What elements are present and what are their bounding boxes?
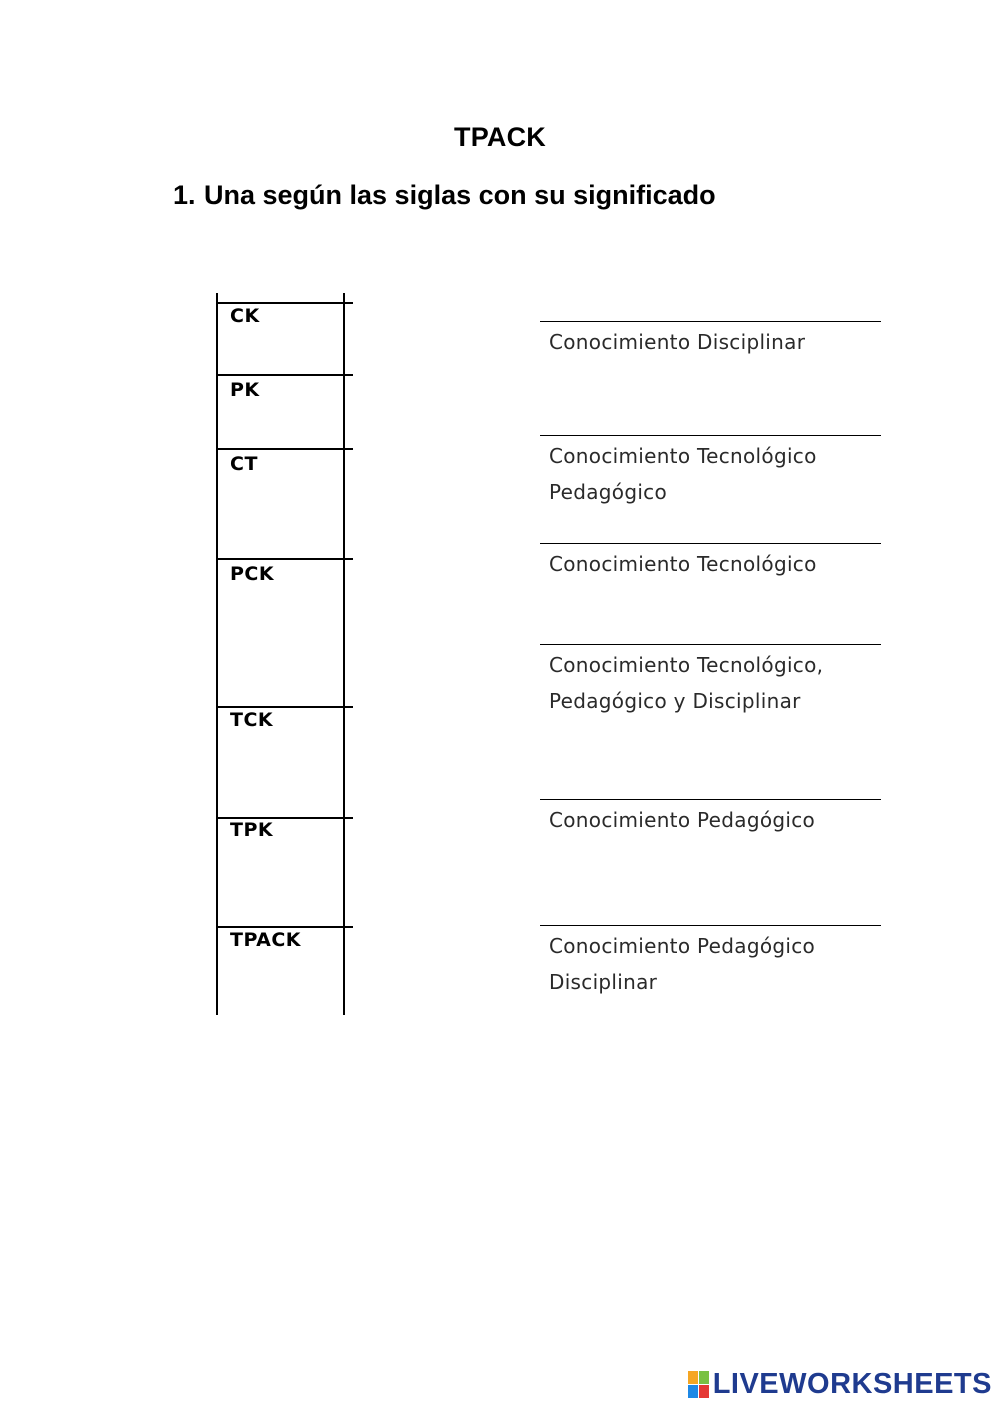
meaning-item[interactable]: [540, 644, 881, 719]
meaning-line: Pedagógico y Disciplinar: [549, 689, 801, 713]
meaning-text: [540, 436, 881, 510]
row-divider: [216, 706, 353, 708]
acronym-ct[interactable]: CT: [230, 453, 258, 475]
meaning-item[interactable]: [540, 321, 881, 360]
meaning-line: Conocimiento Tecnológico: [549, 552, 817, 576]
row-divider: [216, 374, 353, 376]
acronym-column: [216, 293, 353, 1015]
meaning-item[interactable]: [540, 799, 881, 838]
brand-wordmark: LIVEWORKSHEETS: [712, 1368, 992, 1400]
meaning-text: [540, 322, 881, 360]
acronym-tpk[interactable]: TPK: [230, 819, 274, 841]
acronym-column-left-border: [216, 293, 218, 1015]
acronym-ck[interactable]: CK: [230, 305, 260, 327]
meaning-line: Conocimiento Pedagógico: [549, 808, 816, 832]
meaning-line: Conocimiento Tecnológico,: [549, 653, 824, 677]
meaning-item[interactable]: [540, 543, 881, 582]
acronym-tpack[interactable]: TPACK: [230, 929, 302, 951]
logo-square: [688, 1371, 698, 1384]
logo-square: [699, 1385, 709, 1398]
meaning-text: [540, 544, 881, 582]
acronym-pk[interactable]: PK: [230, 379, 260, 401]
acronym-tck[interactable]: TCK: [230, 709, 274, 731]
question-number: 1.: [173, 180, 196, 210]
meaning-item[interactable]: [540, 925, 881, 1000]
row-divider: [216, 448, 353, 450]
liveworksheets-brand: [688, 1368, 992, 1401]
row-divider: [216, 302, 353, 304]
worksheet-title: TPACK: [454, 122, 546, 152]
liveworksheets-logo-icon: [688, 1371, 709, 1398]
question-1: [173, 180, 716, 211]
meaning-text: [540, 926, 881, 1000]
acronym-pck[interactable]: PCK: [230, 563, 275, 585]
meaning-line: Disciplinar: [549, 970, 658, 994]
row-divider: [216, 558, 353, 560]
meaning-line: Conocimiento Tecnológico: [549, 444, 817, 468]
meaning-line: Conocimiento Pedagógico: [549, 934, 816, 958]
meaning-text: [540, 800, 881, 838]
acronym-column-right-border: [343, 293, 345, 1015]
logo-square: [688, 1385, 698, 1398]
meaning-line: Pedagógico: [549, 480, 668, 504]
meaning-text: [540, 645, 881, 719]
meaning-item[interactable]: [540, 435, 881, 510]
row-divider: [216, 926, 353, 928]
meaning-line: Conocimiento Disciplinar: [549, 330, 806, 354]
question-text: Una según las siglas con su significado: [204, 180, 716, 210]
logo-square: [699, 1371, 709, 1384]
